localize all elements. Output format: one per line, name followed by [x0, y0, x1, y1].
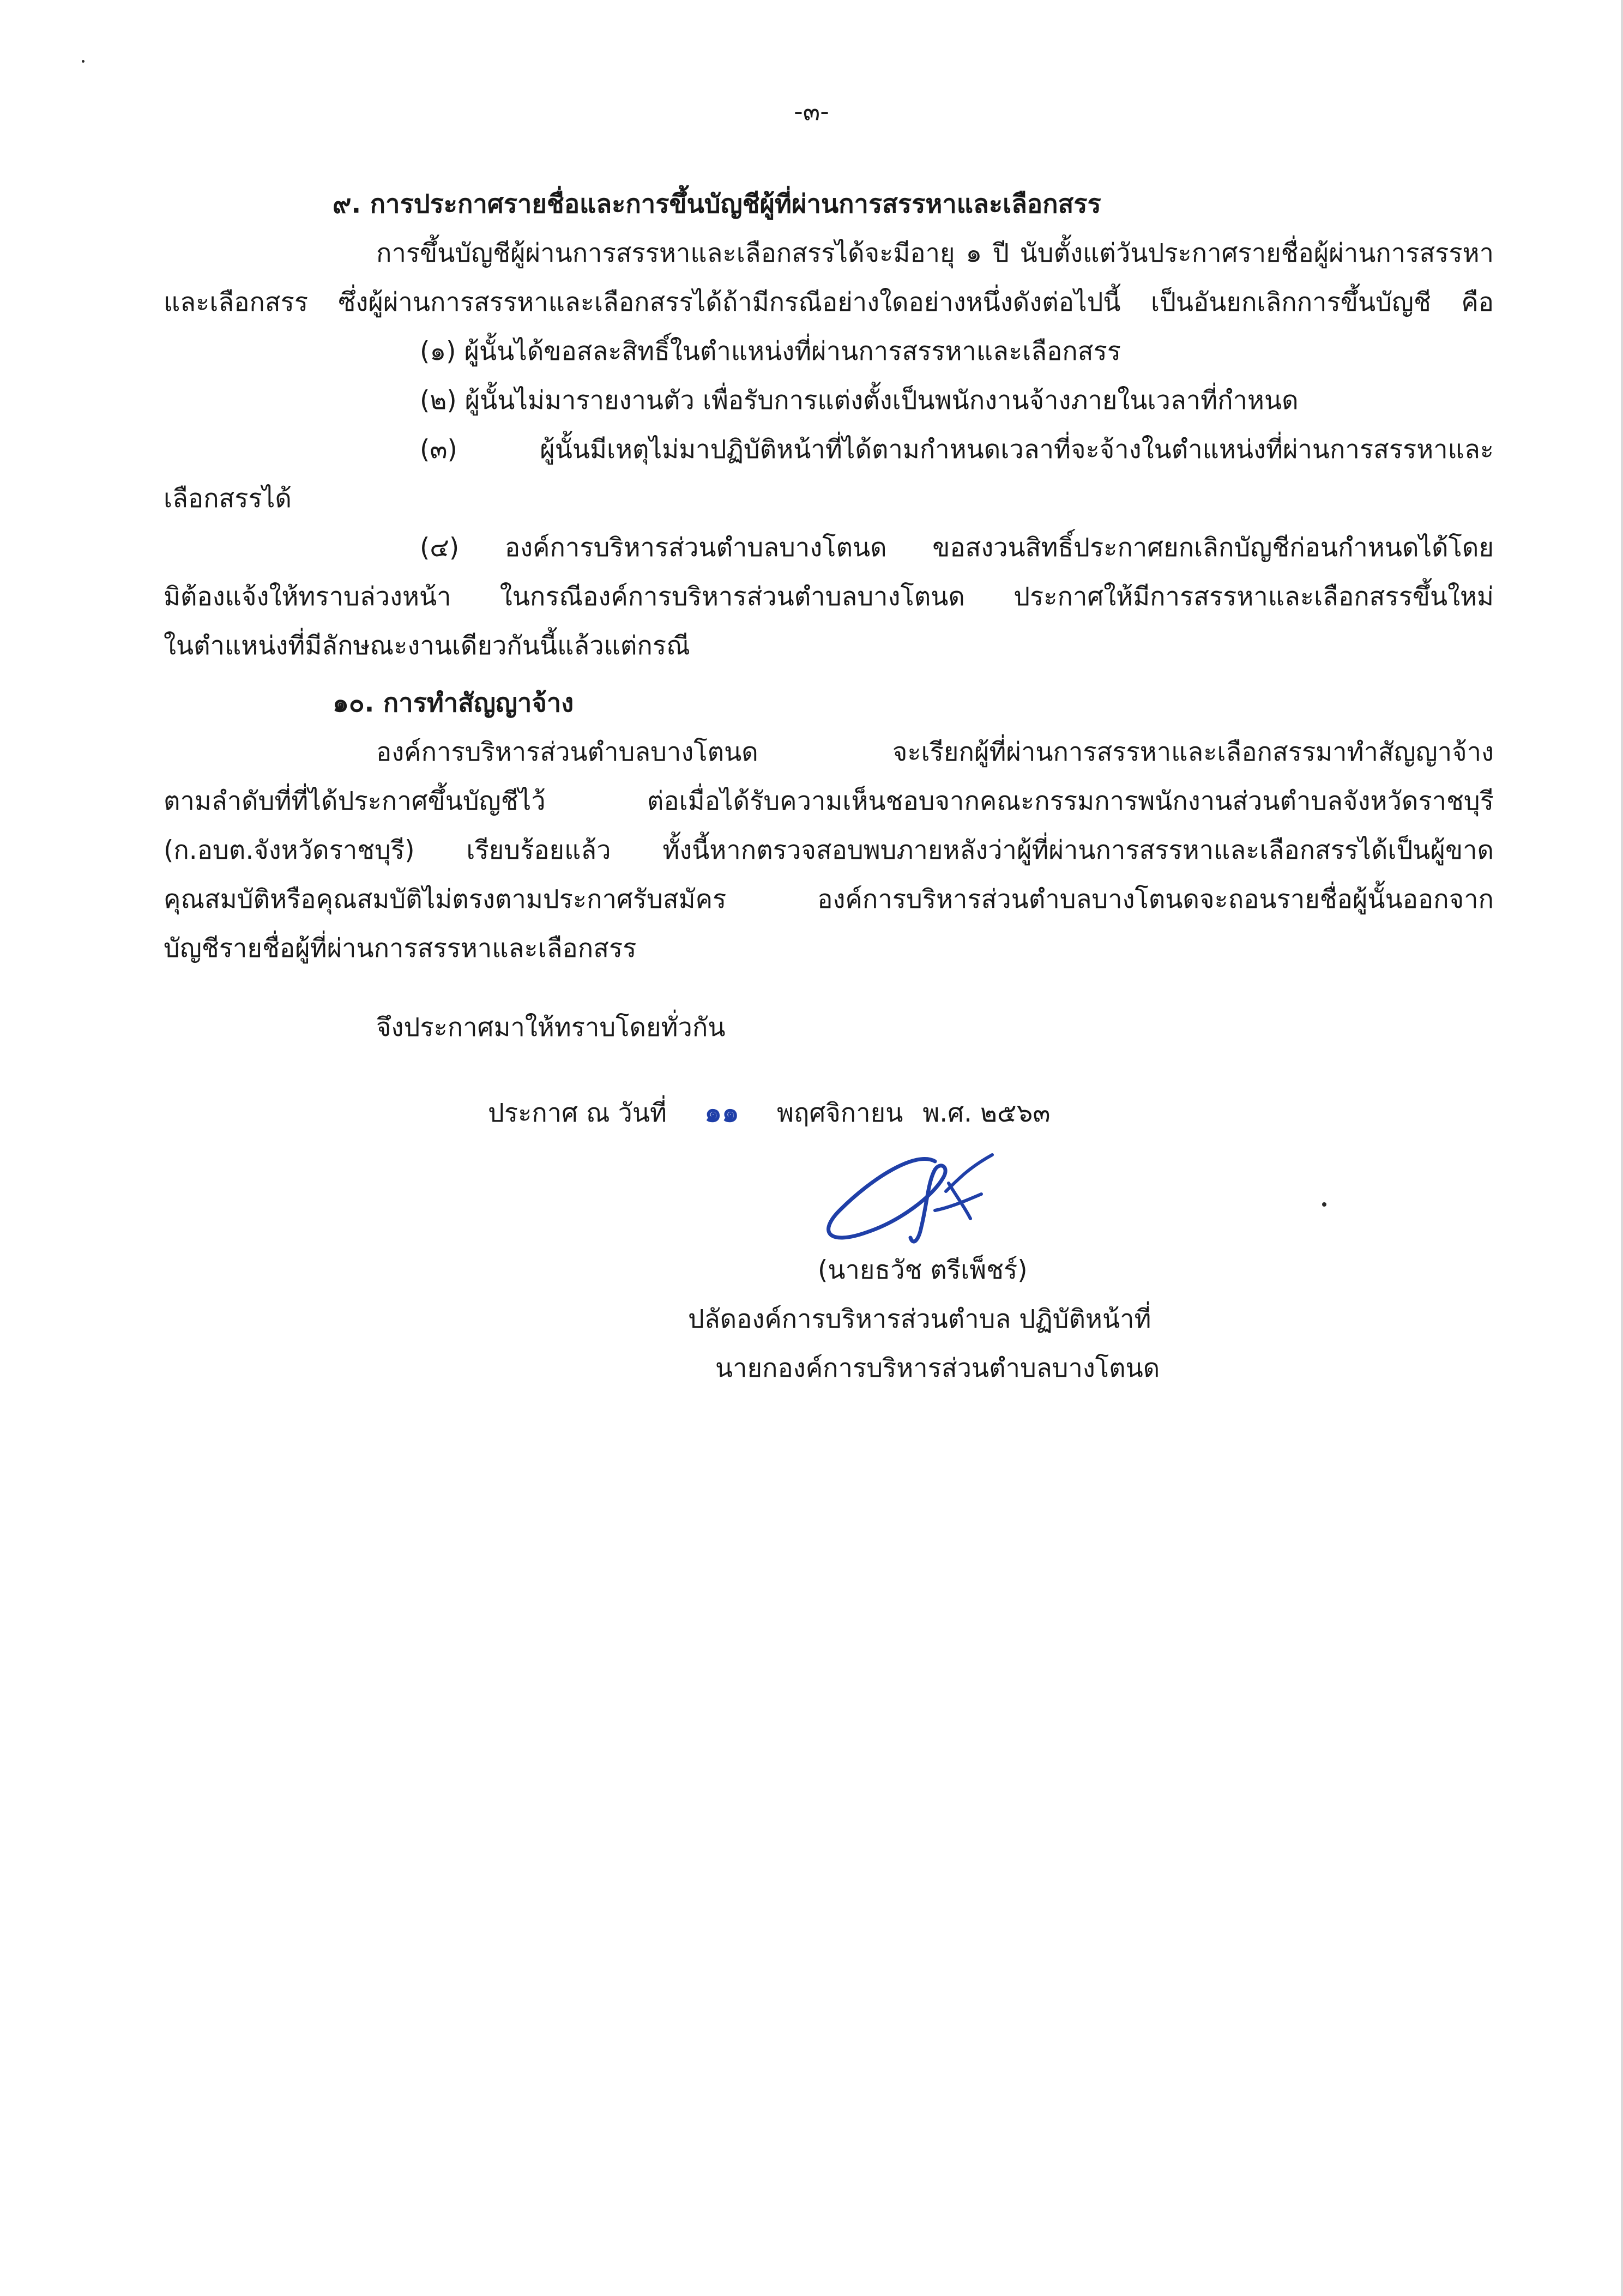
section-10 — [164, 679, 1494, 973]
date-prefix: ประกาศ ณ วันที่ — [488, 1098, 667, 1128]
section-9-paragraph-line-2: และเลือกสรร ซึ่งผู้ผ่านการสรรหาและเลือกสรรได้ถ้ามีกรณีอย่างใดอย่างหนึ่งดังต่อไปนี้ เป็นอันยกเลิกการขึ้นบัญชี คือ — [164, 287, 1494, 317]
section-9-item-4-line-2: มิต้องแจ้งให้ทราบล่วงหน้า ในกรณีองค์การบริหารส่วนตำบลบางโตนด ประกาศให้มีการสรรหาและเลือกสรรขึ้นใหม่ — [164, 582, 1494, 612]
section-10-heading: ๑๐. การทำสัญญาจ้าง — [333, 688, 574, 718]
section-10-line-3: (ก.อบต.จังหวัดราชบุรี) เรียบร้อยแล้ว ทั้งนี้หากตรวจสอบพบภายหลังว่าผู้ที่ผ่านการสรรหาและเลือกสรรได้เป็นผู้ขาด — [164, 835, 1494, 865]
section-10-line-2: ตามลำดับที่ที่ได้ประกาศขึ้นบัญชีไว้ ต่อเมื่อได้รับความเห็นชอบจากคณะกรรมการพนักงานส่วนตำบลจังหวัดราชบุรี — [164, 786, 1494, 816]
signatory-title-line-2: นายกองค์การบริหารส่วนตำบลบางโตนด — [715, 1353, 1160, 1383]
date-month: พฤศจิกายน — [777, 1098, 903, 1128]
scan-speck — [82, 60, 85, 63]
section-9-item-1: (๑) ผู้นั้นได้ขอสละสิทธิ์ในตำแหน่งที่ผ่านการสรรหาและเลือกสรร — [420, 336, 1121, 366]
section-9-item-3-line-1: (๓) ผู้นั้นมีเหตุไม่มาปฏิบัติหน้าที่ได้ตามกำหนดเวลาที่จะจ้างในตำแหน่งที่ผ่านการสรรหาและ — [420, 435, 1494, 465]
scan-speck — [1322, 1202, 1326, 1207]
section-10-line-5: บัญชีรายชื่อผู้ที่ผ่านการสรรหาและเลือกสรร — [164, 933, 637, 963]
signatory-title-line-1: ปลัดองค์การบริหารส่วนตำบล ปฏิบัติหน้าที่ — [688, 1304, 1151, 1334]
section-9-heading: ๙. การประกาศรายชื่อและการขึ้นบัญชีผู้ที่ผ่านการสรรหาและเลือกสรร — [333, 189, 1101, 219]
page-number: -๓- — [794, 97, 829, 126]
handwritten-signature — [807, 1145, 1036, 1249]
section-9-paragraph-line-1: การขึ้นบัญชีผู้ผ่านการสรรหาและเลือกสรรได้จะมีอายุ ๑ ปี นับตั้งแต่วันประกาศรายชื่อผู้ผ่านการสรรหา — [376, 238, 1494, 268]
section-9-item-2: (๒) ผู้นั้นไม่มารายงานตัว เพื่อรับการแต่งตั้งเป็นพนักงานจ้างภายในเวลาที่กำหนด — [420, 385, 1299, 415]
section-10-line-1: องค์การบริหารส่วนตำบลบางโตนด จะเรียกผู้ที่ผ่านการสรรหาและเลือกสรรมาทำสัญญาจ้าง — [376, 737, 1494, 767]
section-9-item-3-line-2: เลือกสรรได้ — [164, 484, 292, 514]
closing-statement: จึงประกาศมาให้ทราบโดยทั่วกัน — [376, 1013, 726, 1042]
signatory-name: (นายธวัช ตรีเพ็ชร์) — [818, 1255, 1028, 1285]
date-year: พ.ศ. ๒๕๖๓ — [922, 1098, 1051, 1128]
scan-edge — [1621, 0, 1623, 2296]
announcement-date — [488, 1088, 1050, 1138]
section-9 — [164, 180, 1494, 671]
section-9-item-4-line-1: (๔) องค์การบริหารส่วนตำบลบางโตนด ขอสงวนสิทธิ์ประกาศยกเลิกบัญชีก่อนกำหนดได้โดย — [420, 533, 1494, 563]
section-9-item-4-line-3: ในตำแหน่งที่มีลักษณะงานเดียวกันนี้แล้วแต่กรณี — [164, 631, 690, 661]
date-day-handwritten: ๑๑ — [704, 1096, 739, 1128]
section-10-line-4: คุณสมบัติหรือคุณสมบัติไม่ตรงตามประกาศรับสมัคร องค์การบริหารส่วนตำบลบางโตนดจะถอนรายชื่อผู้นั้นออกจาก — [164, 884, 1494, 914]
